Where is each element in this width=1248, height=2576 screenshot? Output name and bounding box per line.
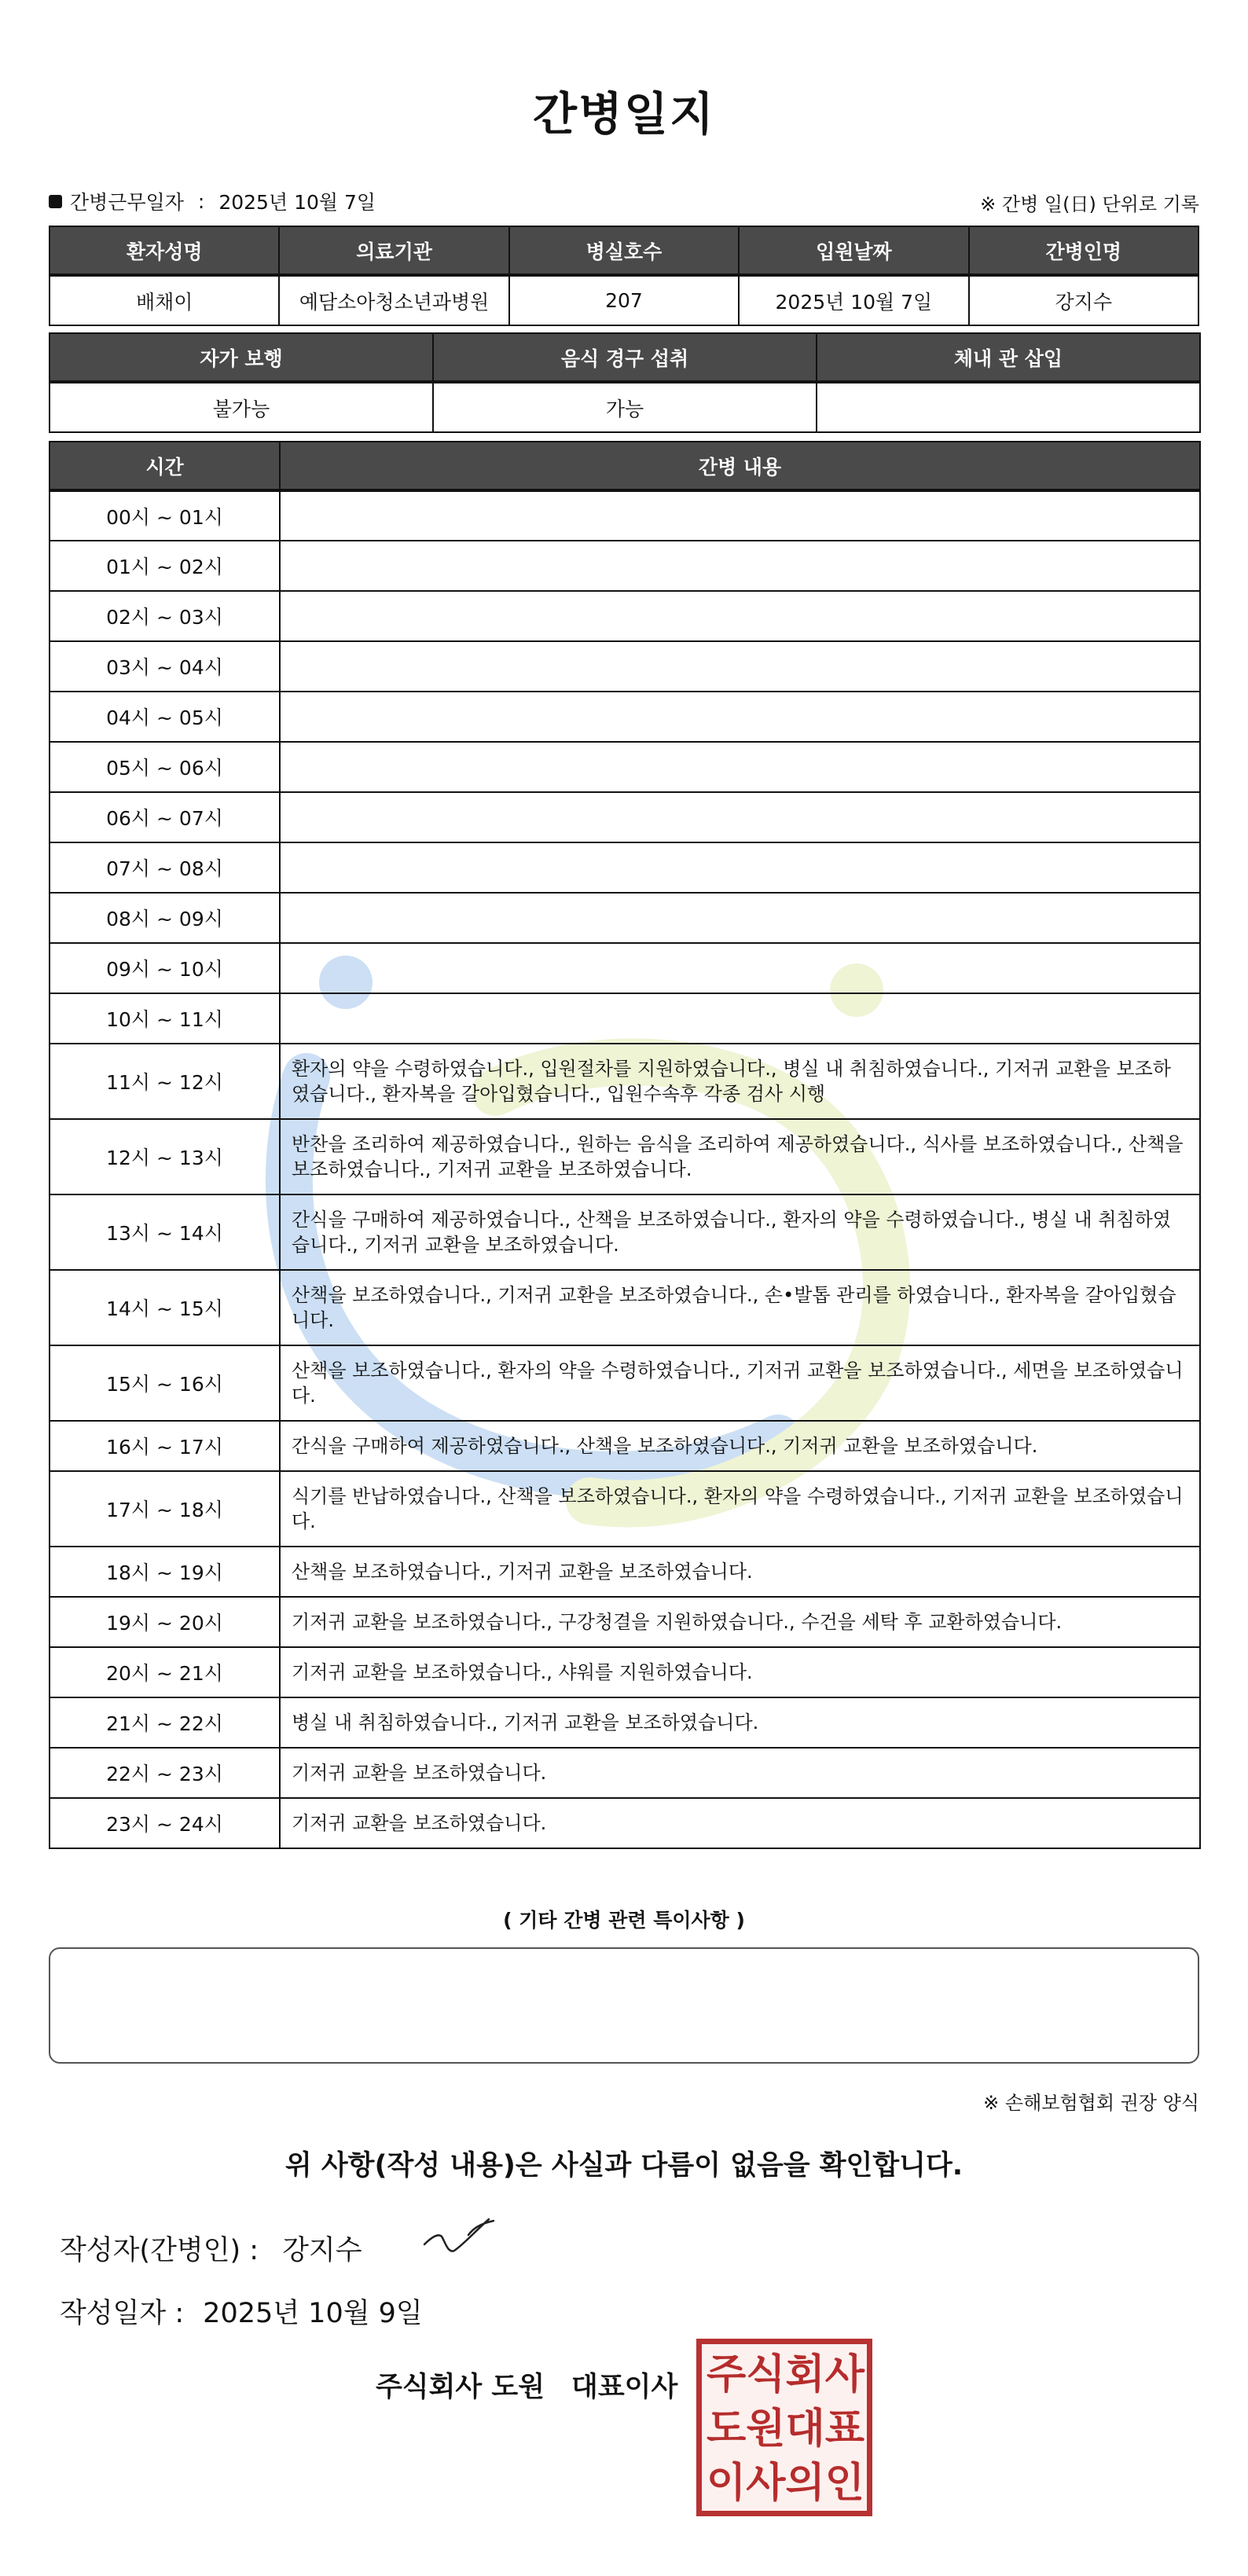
write-date-value: 2025년 10월 9일: [203, 2298, 423, 2329]
work-date: [49, 187, 376, 215]
row-time: 16시 ~ 17시: [50, 1421, 280, 1471]
row-care-content: [280, 993, 1200, 1044]
table-row: [50, 1119, 1200, 1194]
hospital-name: 예담소아청소년과병원: [279, 275, 508, 325]
row-care-content: 환자의 약을 수령하였습니다., 입원절차를 지원하였습니다., 병실 내 취침하였습니다., 기저귀 교환을 보조하였습니다., 환자복을 갈아입혔습니다., 입원수속후 각종 검사 시행: [280, 1044, 1200, 1119]
work-date-sep: :: [197, 189, 205, 213]
row-time: 02시 ~ 03시: [50, 591, 280, 641]
row-time: 18시 ~ 19시: [50, 1547, 280, 1597]
row-time: 05시 ~ 06시: [50, 742, 280, 792]
header-patient-name: 환자성명: [50, 226, 279, 275]
row-time: 08시 ~ 09시: [50, 893, 280, 943]
table-row: [50, 742, 1200, 792]
writer-label: 작성자(간병인) :: [60, 2235, 259, 2266]
tube-insertion-value: [817, 382, 1200, 432]
row-time: 22시 ~ 23시: [50, 1748, 280, 1798]
table-row: [50, 842, 1200, 893]
row-time: 03시 ~ 04시: [50, 641, 280, 692]
row-care-content: [280, 490, 1200, 541]
admission-date: 2025년 10월 7일: [739, 275, 968, 325]
row-care-content: 식기를 반납하였습니다., 산책을 보조하였습니다., 환자의 약을 수령하였습니다., 기저귀 교환을 보조하였습니다.: [280, 1471, 1200, 1547]
row-care-content: 기저귀 교환을 보조하였습니다., 샤워를 지원하였습니다.: [280, 1647, 1200, 1697]
row-time: 13시 ~ 14시: [50, 1194, 280, 1270]
table-row: [50, 1547, 1200, 1597]
company-line: [376, 2365, 677, 2405]
row-care-content: [280, 792, 1200, 842]
seal-char: 사: [746, 2460, 786, 2508]
row-care-content: 산책을 보조하였습니다., 기저귀 교환을 보조하였습니다., 손•발톱 관리를 하였습니다., 환자복을 갈아입혔습니다.: [280, 1270, 1200, 1345]
seal-char: 원: [746, 2405, 786, 2453]
form-source-note: ※ 손해보험협회 권장 양식: [983, 2092, 1199, 2114]
header-tube-insertion: 체내 관 삽입: [817, 333, 1200, 382]
row-care-content: 간식을 구매하여 제공하였습니다., 산책을 보조하였습니다., 환자의 약을 수령하였습니다., 병실 내 취침하였습니다., 기저귀 교환을 보조하였습니다.: [280, 1194, 1200, 1270]
row-time: 19시 ~ 20시: [50, 1597, 280, 1647]
company-rep-title: 대표이사: [571, 2372, 678, 2403]
seal-char: 주: [707, 2350, 747, 2398]
row-time: 14시 ~ 15시: [50, 1270, 280, 1345]
row-time: 21시 ~ 22시: [50, 1697, 280, 1748]
table-row: [50, 490, 1200, 541]
page-title: 간병일지: [532, 87, 716, 141]
extra-notes-content: [50, 1949, 1198, 1974]
table-row: [50, 591, 1200, 641]
patient-info-table: [49, 226, 1199, 326]
header-hospital: 의료기관: [279, 226, 508, 275]
table-row: [50, 1798, 1200, 1848]
table-row: [50, 1421, 1200, 1471]
extra-notes-label: ( 기타 간병 관련 특이사항 ): [503, 1909, 745, 1932]
signature-icon: [421, 2213, 500, 2268]
bullet-square-icon: [49, 195, 62, 208]
row-care-content: [280, 692, 1200, 742]
row-care-content: 병실 내 취침하였습니다., 기저귀 교환을 보조하였습니다.: [280, 1697, 1200, 1748]
row-time: 07시 ~ 08시: [50, 842, 280, 893]
room-number: 207: [509, 275, 739, 325]
table-row: [50, 641, 1200, 692]
seal-char: 인: [824, 2460, 864, 2508]
table-row: [50, 1194, 1200, 1270]
patient-status-table: [49, 332, 1201, 433]
row-care-content: 간식을 구매하여 제공하였습니다., 산책을 보조하였습니다., 기저귀 교환을 보조하였습니다.: [280, 1421, 1200, 1471]
work-date-value: 2025년 10월 7일: [218, 191, 376, 214]
company-seal-stamp: [696, 2339, 872, 2516]
row-care-content: [280, 943, 1200, 993]
table-row: [50, 893, 1200, 943]
table-row: [50, 943, 1200, 993]
row-time: 04시 ~ 05시: [50, 692, 280, 742]
seal-char: 이: [707, 2460, 747, 2508]
work-date-label: 간병근무일자: [70, 191, 184, 214]
seal-char: 회: [785, 2350, 825, 2398]
meta-row: [49, 187, 1199, 218]
row-care-content: 산책을 보조하였습니다., 환자의 약을 수령하였습니다., 기저귀 교환을 보조하였습니다., 세면을 보조하였습니다.: [280, 1345, 1200, 1421]
row-care-content: 기저귀 교환을 보조하였습니다., 구강청결을 지원하였습니다., 수건을 세탁 후 교환하였습니다.: [280, 1597, 1200, 1647]
row-care-content: [280, 541, 1200, 591]
caregiver-name: 강지수: [969, 275, 1198, 325]
seal-characters: [707, 2347, 864, 2511]
row-time: 17시 ~ 18시: [50, 1471, 280, 1547]
header-self-walking: 자가 보행: [50, 333, 433, 382]
row-time: 12시 ~ 13시: [50, 1119, 280, 1194]
seal-char: 식: [746, 2350, 786, 2398]
header-caregiver-name: 간병인명: [969, 226, 1198, 275]
extra-notes-box: [49, 1947, 1199, 2064]
header-room-number: 병실호수: [509, 226, 739, 275]
row-time: 23시 ~ 24시: [50, 1798, 280, 1848]
writer-name: 강지수: [282, 2235, 362, 2266]
seal-char: 대: [785, 2405, 825, 2453]
row-care-content: [280, 842, 1200, 893]
write-date-line: [60, 2292, 423, 2331]
table-row: [50, 792, 1200, 842]
row-time: 20시 ~ 21시: [50, 1647, 280, 1697]
row-time: 01시 ~ 02시: [50, 541, 280, 591]
row-time: 09시 ~ 10시: [50, 943, 280, 993]
row-time: 06시 ~ 07시: [50, 792, 280, 842]
table-row: [50, 1270, 1200, 1345]
table-row: [50, 1597, 1200, 1647]
header-oral-intake: 음식 경구 섭취: [433, 333, 817, 382]
row-care-content: [280, 893, 1200, 943]
row-care-content: 기저귀 교환을 보조하였습니다.: [280, 1798, 1200, 1848]
seal-char: 의: [785, 2460, 825, 2508]
header-admission-date: 입원날짜: [739, 226, 968, 275]
seal-char: 도: [707, 2405, 747, 2453]
self-walking-value: 불가능: [50, 382, 433, 432]
header-time: 시간: [50, 442, 280, 490]
table-row: [50, 1471, 1200, 1547]
row-care-content: 반찬을 조리하여 제공하였습니다., 원하는 음식을 조리하여 제공하였습니다., 식사를 보조하였습니다., 산책을 보조하였습니다., 기저귀 교환을 보조하였습니다.: [280, 1119, 1200, 1194]
seal-char: 표: [824, 2405, 864, 2453]
care-log-table: [49, 441, 1201, 1849]
row-time: 00시 ~ 01시: [50, 490, 280, 541]
seal-char: 사: [824, 2350, 864, 2398]
table-row: [50, 993, 1200, 1044]
table-row: [50, 692, 1200, 742]
row-time: 10시 ~ 11시: [50, 993, 280, 1044]
record-unit-note: ※ 간병 일(日) 단위로 기록: [980, 193, 1199, 215]
table-row: [50, 1748, 1200, 1798]
patient-name: 배채이: [50, 275, 279, 325]
write-date-label: 작성일자 :: [60, 2298, 185, 2329]
row-care-content: [280, 591, 1200, 641]
table-row: [50, 1044, 1200, 1119]
row-care-content: [280, 742, 1200, 792]
table-row: [50, 1647, 1200, 1697]
writer-line: [60, 2229, 362, 2268]
row-time: 15시 ~ 16시: [50, 1345, 280, 1421]
row-care-content: 산책을 보조하였습니다., 기저귀 교환을 보조하였습니다.: [280, 1547, 1200, 1597]
row-time: 11시 ~ 12시: [50, 1044, 280, 1119]
table-row: [50, 1345, 1200, 1421]
table-row: [50, 1697, 1200, 1748]
confirmation-statement: 위 사항(작성 내용)은 사실과 다름이 없음을 확인합니다.: [284, 2150, 964, 2182]
oral-intake-value: 가능: [433, 382, 817, 432]
care-log-rows: [50, 490, 1200, 1848]
header-care-content: 간병 내용: [280, 442, 1200, 490]
table-row: [50, 541, 1200, 591]
row-care-content: 기저귀 교환을 보조하였습니다.: [280, 1748, 1200, 1798]
row-care-content: [280, 641, 1200, 692]
company-name: 주식회사 도원: [376, 2372, 545, 2403]
